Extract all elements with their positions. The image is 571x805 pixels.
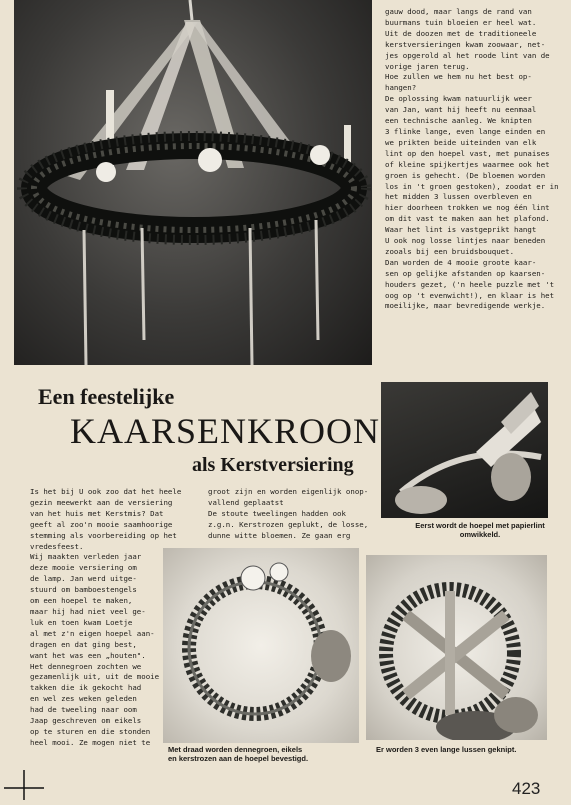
- text-line: Is het bij U ook zoo dat het heele: [30, 487, 182, 496]
- text-line: Dan worden de 4 mooie groote kaar-: [385, 257, 537, 267]
- text-line: hier doorheen trokken we nog één lint: [385, 203, 550, 213]
- headline-line-1: Een feestelijke: [38, 384, 175, 409]
- text-line: want het was een „houten".: [30, 650, 146, 660]
- caption-ribbon-loops: [376, 745, 561, 754]
- text-line: en wel zes weken geleden: [30, 694, 137, 704]
- text-line: U ook nog losse lintjes naar beneden: [385, 236, 546, 246]
- text-line: houders gezet, ('n heele puzzle met 't: [385, 279, 555, 289]
- text-line: Uit de doozen met de traditioneele: [385, 28, 537, 38]
- text-line: groen is gehecht. (De bloemen worden: [385, 170, 546, 180]
- text-line: Wij maakten verleden jaar: [30, 552, 142, 562]
- text-line: Waar het lint is vastgeprikt hangt: [385, 225, 537, 235]
- text-line: dragen en dat ging best,: [30, 639, 137, 649]
- text-line: gezin meewerkt aan de versiering: [30, 497, 173, 507]
- text-line: stuurd om bamboestengels: [30, 585, 137, 595]
- caption-line: Eerst wordt de hoepel met papierlint: [415, 521, 545, 530]
- middle-column-text: [208, 487, 378, 542]
- text-line: moeilijke, maar bevredigende werkje.: [385, 301, 546, 311]
- text-line: al met z'n eigen hoepel aan-: [30, 628, 155, 638]
- text-line: De oplossing kwam natuurlijk weer: [385, 94, 532, 104]
- text-line: van het huis met Kerstmis? Dat: [30, 508, 164, 518]
- text-line: dunne witte bloemen. Ze gaan erg: [208, 530, 351, 540]
- text-line: maar hij had niet veel ge-: [30, 606, 146, 616]
- crop-mark: [4, 770, 44, 800]
- text-line: jes opgerold al het roode lint van de: [385, 50, 550, 60]
- headline: [28, 384, 381, 484]
- photo-wreath-greens: [163, 548, 359, 743]
- text-line: vorige jaren terug.: [385, 61, 470, 71]
- text-line: van Jan, want hij heeft nu eenmaal: [385, 105, 537, 115]
- text-line: vallend geplaatst: [208, 497, 284, 507]
- text-line: stemming als voorbereiding op het: [30, 530, 177, 540]
- photo-ribbon-loops: [366, 555, 547, 740]
- text-line: kerstversieringen kwam zoowaar, net-: [385, 39, 546, 49]
- text-line: om dit vast te maken aan het plafond.: [385, 214, 550, 224]
- text-line: heel mooi. Ze mogen niet te: [30, 737, 151, 747]
- text-line: had de tweeling naar oom: [30, 705, 137, 715]
- caption-wreath-greens: [168, 745, 364, 763]
- caption-line: en kerstrozen aan de hoepel bevestigd.: [168, 754, 309, 763]
- text-line: Het dennegroen zochten we: [30, 661, 142, 671]
- headline-title: KAARSENKROON: [70, 411, 381, 451]
- text-line: los in 't groen gestoken), zoodat er in: [385, 181, 559, 191]
- text-line: de lamp. Jan werd uitge-: [30, 574, 137, 584]
- text-line: of kleine spijkertjes waarmee ook het: [385, 159, 550, 169]
- text-line: geeft al zoo'n mooie saamhoorige: [30, 519, 173, 529]
- caption-line: Er worden 3 even lange lussen geknipt.: [376, 745, 517, 754]
- right-column-text: [385, 7, 561, 312]
- text-line: z.g.n. Kerstrozen geplukt, de losse,: [208, 519, 369, 529]
- text-line: gezamenlijk uit, uit de mooie: [30, 672, 160, 682]
- text-line: oog op 't evenwicht!), en klaar is het: [385, 290, 555, 300]
- text-line: het midden 3 lussen overbleven en: [385, 192, 532, 202]
- photo-candle-crown: [14, 0, 372, 365]
- text-line: om een hoepel te maken,: [30, 596, 133, 606]
- photo-tape-wrapping: [381, 382, 548, 518]
- text-line: Jaap geschreven om eikels: [30, 716, 142, 726]
- text-line: De stoute tweelingen hadden ook: [208, 508, 346, 518]
- text-line: gauw dood, maar langs de rand van: [385, 7, 532, 16]
- text-line: luk en toen kwam Loetje: [30, 617, 133, 627]
- text-line: hangen?: [385, 83, 417, 93]
- page-number: 423: [512, 779, 541, 798]
- text-line: groot zijn en worden eigenlijk onop-: [208, 487, 369, 496]
- text-line: een technische aanleg. We knipten: [385, 116, 532, 126]
- caption-line: Met draad worden dennegroen, eikels: [168, 745, 303, 754]
- text-line: vredesfeest.: [30, 541, 84, 551]
- text-line: buurmans tuin bloeien er heel wat.: [385, 17, 537, 27]
- text-line: zooals bij een bruidsbouquet.: [385, 246, 515, 256]
- caption-tape: [400, 521, 560, 539]
- text-line: takken die ik gekocht had: [30, 683, 142, 693]
- text-line: lint op den hoepel vast, met punaises: [385, 148, 550, 158]
- text-line: we prikten beide uiteinden van elk: [385, 137, 537, 147]
- text-line: op te sturen en die stonden: [30, 726, 151, 736]
- text-line: deze mooie versiering om: [30, 563, 137, 573]
- caption-line: omwikkeld.: [459, 530, 501, 539]
- text-line: sen op gelijke afstanden op kaarsen-: [385, 268, 546, 278]
- text-line: Hoe zullen we hem nu het best op-: [385, 72, 532, 82]
- text-line: 3 flinke lange, even lange einden en: [385, 126, 546, 136]
- headline-line-3: als Kerstversiering: [192, 454, 354, 476]
